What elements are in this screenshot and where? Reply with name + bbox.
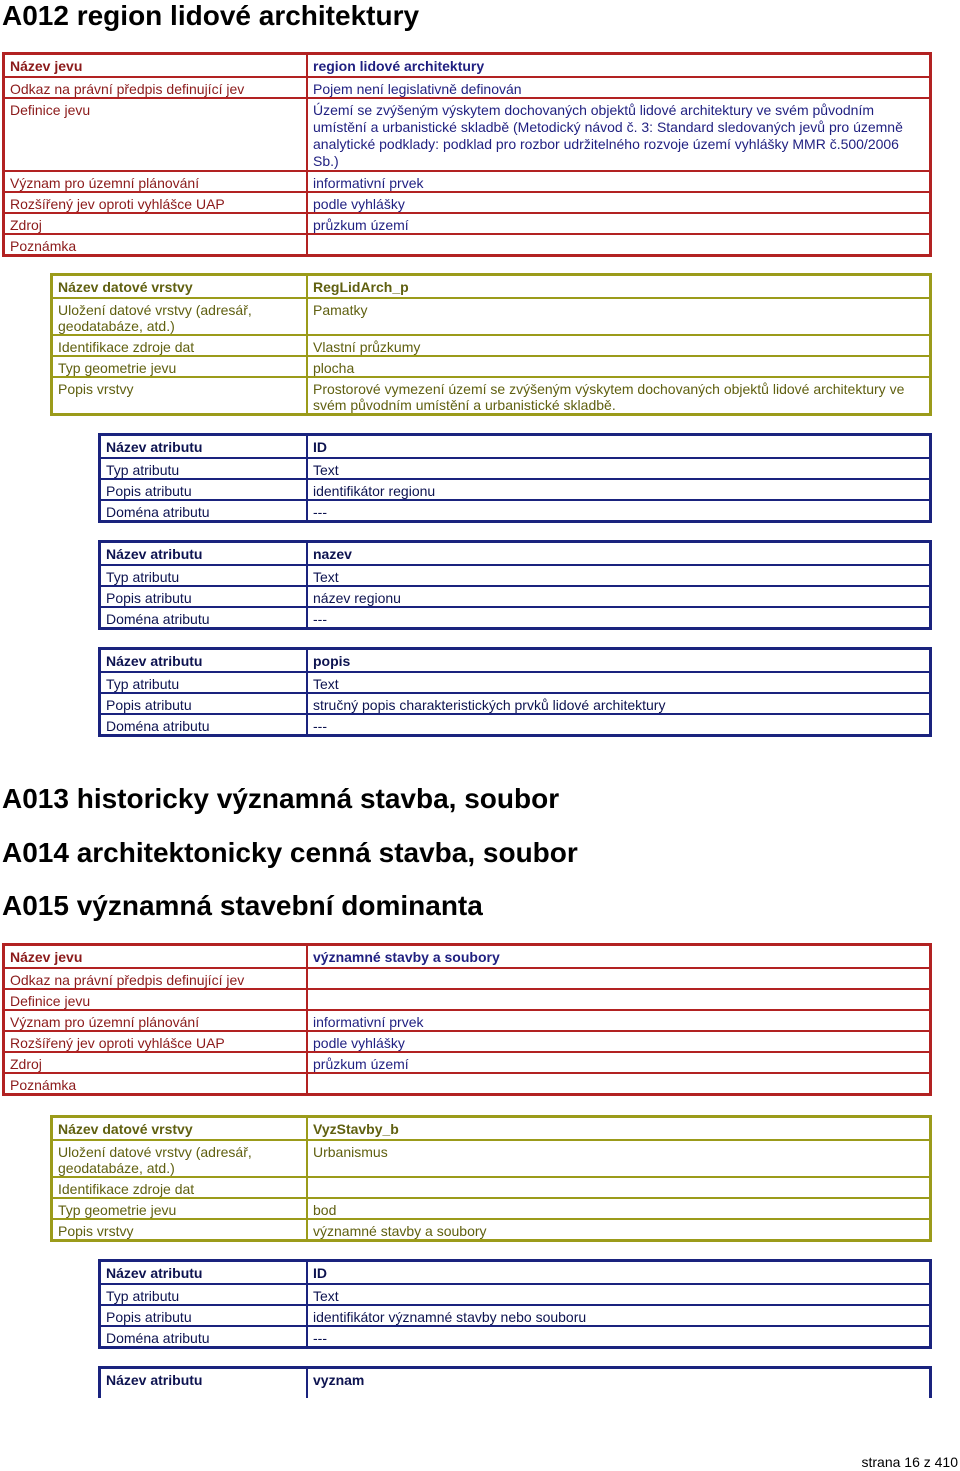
row-value: VyzStavby_b — [313, 1121, 399, 1137]
table-row — [5, 233, 929, 254]
row-key: Název atributu — [101, 1262, 308, 1283]
row-key: Popis vrstvy — [53, 376, 308, 413]
table-row — [53, 1118, 929, 1139]
row-value: podle vyhlášky — [308, 191, 929, 212]
row-value — [308, 1072, 929, 1093]
atribut-table-nazev — [98, 540, 932, 630]
table-row — [101, 1369, 929, 1398]
table-row — [5, 55, 929, 76]
row-key: Zdroj — [5, 1051, 308, 1072]
vrstva-table-a015 — [50, 1115, 932, 1242]
row-key: Typ atributu — [101, 457, 308, 478]
row-value: Text — [308, 564, 929, 585]
table-row — [101, 1325, 929, 1346]
table-row — [5, 76, 929, 97]
row-key: Rozšířený jev oproti vyhlášce UAP — [5, 191, 308, 212]
table-row — [101, 1262, 929, 1283]
atribut-table-vyznam-a015 — [98, 1366, 932, 1398]
row-value: významné stavby a soubory — [313, 949, 500, 965]
table-row — [101, 478, 929, 499]
row-value: --- — [308, 499, 929, 520]
table-row — [101, 585, 929, 606]
table-row — [5, 946, 929, 967]
row-key: Název datové vrstvy — [53, 276, 308, 297]
table-row — [101, 692, 929, 713]
row-value: Území se zvýšeným výskytem dochovaných objektů lidové architektury ve svém původním umístění a urbanistické skladbě (Metodický návod č. 3: Standard sledovaných jevů pro územně analytické podklady: podklad pro rozbor udržitelného rozvoje území vyhlášky MMR č.500/2006 Sb.) — [308, 97, 929, 170]
row-value: stručný popis charakteristických prvků lidové architektury — [308, 692, 929, 713]
row-value — [308, 1176, 929, 1197]
row-value: Pamatky — [308, 297, 929, 334]
row-key: Název atributu — [101, 650, 308, 671]
row-value: identifikátor regionu — [308, 478, 929, 499]
row-key: Název atributu — [101, 543, 308, 564]
row-key: Poznámka — [5, 233, 308, 254]
row-key: Uložení datové vrstvy (adresář, geodatabáze, atd.) — [53, 1139, 308, 1176]
row-value: nazev — [313, 546, 352, 562]
row-key: Odkaz na právní předpis definující jev — [5, 76, 308, 97]
table-row — [5, 1051, 929, 1072]
row-key: Definice jevu — [5, 988, 308, 1009]
row-value: identifikátor významné stavby nebo souboru — [308, 1304, 929, 1325]
table-row — [53, 276, 929, 297]
row-key: Poznámka — [5, 1072, 308, 1093]
row-key: Zdroj — [5, 212, 308, 233]
row-value — [308, 967, 929, 988]
row-value: průzkum území — [308, 212, 929, 233]
row-key: Popis atributu — [101, 585, 308, 606]
table-row — [101, 650, 929, 671]
table-row — [5, 170, 929, 191]
table-row — [53, 376, 929, 413]
row-key: Význam pro územní plánování — [5, 1009, 308, 1030]
table-row — [101, 564, 929, 585]
row-value: ID — [313, 1265, 327, 1281]
row-value: --- — [308, 1325, 929, 1346]
table-row — [53, 1218, 929, 1239]
table-row — [101, 606, 929, 627]
row-value: --- — [308, 713, 929, 734]
table-row — [5, 1009, 929, 1030]
row-key: Doména atributu — [101, 606, 308, 627]
section-title-a015: A015 významná stavební dominanta — [2, 890, 483, 921]
row-value: významné stavby a soubory — [308, 1218, 929, 1239]
row-key: Název jevu — [5, 55, 308, 76]
row-value — [308, 233, 929, 254]
row-key: Rozšířený jev oproti vyhlášce UAP — [5, 1030, 308, 1051]
table-row — [53, 1197, 929, 1218]
row-value: informativní prvek — [308, 170, 929, 191]
row-key: Typ geometrie jevu — [53, 355, 308, 376]
table-row — [101, 671, 929, 692]
atribut-table-popis — [98, 647, 932, 737]
vrstva-table-a012 — [50, 273, 932, 416]
row-key: Identifikace zdroje dat — [53, 1176, 308, 1197]
row-value: Text — [308, 457, 929, 478]
table-row — [53, 297, 929, 334]
table-row — [5, 988, 929, 1009]
row-value: název regionu — [308, 585, 929, 606]
table-row — [5, 1072, 929, 1093]
table-row — [5, 97, 929, 170]
row-value: ID — [313, 439, 327, 455]
atribut-table-id-a015 — [98, 1259, 932, 1349]
table-row — [101, 499, 929, 520]
table-row — [101, 1304, 929, 1325]
row-key: Popis atributu — [101, 692, 308, 713]
row-value: popis — [313, 653, 351, 669]
section-title-a013: A013 historicky významná stavba, soubor — [2, 783, 560, 814]
row-value: region lidové architektury — [313, 58, 485, 74]
row-value: Prostorové vymezení území se zvýšeným výskytem dochovaných objektů lidové architektury ve svém původním umístění a urbanistické skladbě. — [308, 376, 929, 413]
table-row — [5, 212, 929, 233]
table-row — [101, 543, 929, 564]
table-row — [53, 1139, 929, 1176]
row-key: Doména atributu — [101, 1325, 308, 1346]
row-key: Typ atributu — [101, 1283, 308, 1304]
section-title-a012: A012 region lidové architektury — [2, 0, 420, 31]
row-key: Odkaz na právní předpis definující jev — [5, 967, 308, 988]
row-key: Název atributu — [101, 436, 308, 457]
row-value: informativní prvek — [308, 1009, 929, 1030]
jev-table-a015 — [2, 943, 932, 1096]
page-number: strana 16 z 410 — [861, 1454, 958, 1470]
row-value: Urbanismus — [308, 1139, 929, 1176]
row-key: Význam pro územní plánování — [5, 170, 308, 191]
jev-table-a012 — [2, 52, 932, 257]
row-key: Popis atributu — [101, 1304, 308, 1325]
row-value: bod — [308, 1197, 929, 1218]
row-value: Vlastní průzkumy — [308, 334, 929, 355]
table-row — [5, 967, 929, 988]
row-value: plocha — [308, 355, 929, 376]
table-row — [101, 436, 929, 457]
row-key: Typ atributu — [101, 564, 308, 585]
row-key: Název datové vrstvy — [53, 1118, 308, 1139]
row-key: Identifikace zdroje dat — [53, 334, 308, 355]
row-key: Uložení datové vrstvy (adresář, geodatabáze, atd.) — [53, 297, 308, 334]
row-key: Doména atributu — [101, 499, 308, 520]
table-row — [101, 457, 929, 478]
row-value: průzkum území — [308, 1051, 929, 1072]
table-row — [53, 355, 929, 376]
row-key: Popis atributu — [101, 478, 308, 499]
row-key: Název atributu — [101, 1369, 308, 1398]
row-value — [308, 988, 929, 1009]
row-key: Popis vrstvy — [53, 1218, 308, 1239]
table-row — [53, 334, 929, 355]
table-row — [101, 1283, 929, 1304]
row-value: Pojem není legislativně definován — [308, 76, 929, 97]
row-key: Definice jevu — [5, 97, 308, 170]
table-row — [5, 191, 929, 212]
table-row — [53, 1176, 929, 1197]
row-value: Text — [308, 1283, 929, 1304]
row-value: --- — [308, 606, 929, 627]
section-title-a014: A014 architektonicky cenná stavba, soubor — [2, 837, 578, 868]
row-value: RegLidArch_p — [313, 279, 409, 295]
row-value: vyznam — [313, 1372, 365, 1388]
row-key: Doména atributu — [101, 713, 308, 734]
row-key: Typ atributu — [101, 671, 308, 692]
row-value: podle vyhlášky — [308, 1030, 929, 1051]
row-key: Typ geometrie jevu — [53, 1197, 308, 1218]
table-row — [5, 1030, 929, 1051]
table-row — [101, 713, 929, 734]
row-key: Název jevu — [5, 946, 308, 967]
row-value: Text — [308, 671, 929, 692]
atribut-table-id — [98, 433, 932, 523]
